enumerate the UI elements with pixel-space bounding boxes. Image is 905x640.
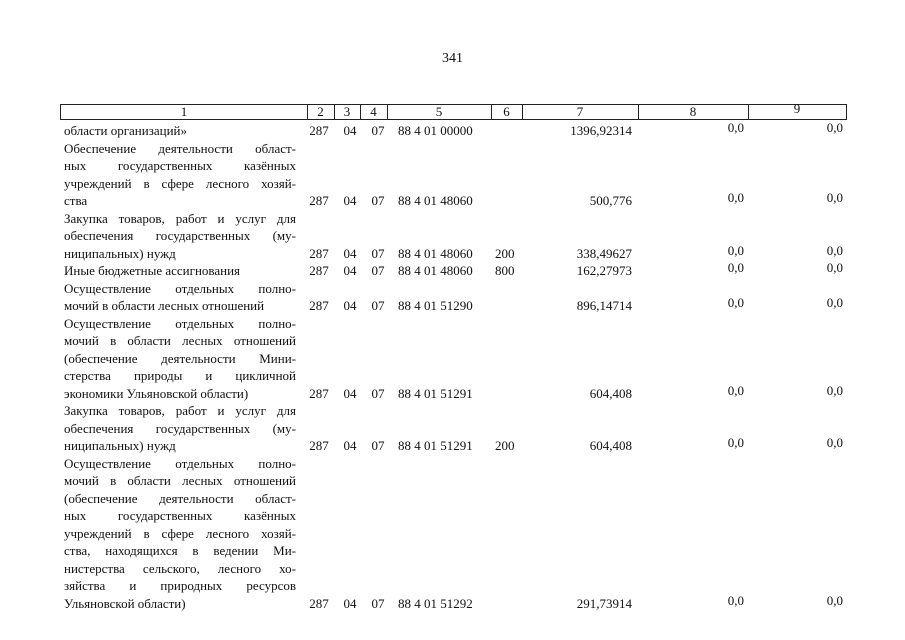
cell-col-2: 287 [309,595,329,611]
table-row [0,455,905,613]
row-name-line: Осуществление отдельных полно- [64,315,296,331]
cell-col-3: 04 [343,245,357,261]
cell-col-2: 287 [309,245,329,261]
column-header-2: 2 [317,104,324,119]
row-name [64,402,296,455]
row-name-line: ства, находящихся в ведении Ми- [64,543,296,558]
table-row [0,280,905,315]
cell-col-9: 0,0 [826,295,843,310]
cell-col-8: 0,0 [727,190,744,205]
cell-col-4: 07 [371,263,385,278]
cell-col-9: 0,0 [826,435,843,450]
row-name-line: обеспечения государственных (му- [64,228,296,243]
cell-col-3: 04 [343,193,357,208]
cell-col-5: 88 4 01 51292 [398,595,473,611]
row-name-line: Осуществление отдельных полно- [64,455,296,471]
cell-col-4: 07 [371,193,385,208]
row-name-line: Закупка товаров, работ и услуг для [64,403,296,418]
cell-col-9: 0,0 [826,260,843,275]
cell-col-7: 1396,92314 [570,123,632,138]
cell-col-7: 291,73914 [576,595,632,611]
cell-col-7: 338,49627 [576,245,632,261]
cell-col-8: 0,0 [727,120,744,135]
row-name-line: Осуществление отдельных полно- [64,280,296,296]
row-name-line: обеспечения государственных (му- [64,420,296,436]
cell-col-9: 0,0 [826,242,843,258]
cell-col-5: 88 4 01 00000 [398,123,473,138]
column-header-6: 6 [503,104,510,119]
cell-col-3: 04 [343,595,357,611]
column-header-9: 9 [793,101,801,116]
cell-col-7: 162,27973 [576,263,632,278]
cell-col-8: 0,0 [727,435,744,450]
row-name-line: ных государственных казённых [64,508,296,523]
cell-col-3: 04 [343,438,357,453]
row-name [64,140,296,210]
cell-col-4: 07 [371,123,385,138]
cell-col-5: 88 4 01 48060 [398,263,473,278]
cell-col-5: 88 4 01 51291 [398,438,473,453]
cell-col-2: 287 [309,298,329,313]
cell-col-4: 07 [371,595,385,611]
cell-col-9: 0,0 [826,190,843,205]
column-header-8: 8 [689,104,697,119]
cell-col-3: 04 [343,123,357,138]
row-name [64,122,296,140]
row-name-line: мочий в области лесных отношений [64,473,296,488]
row-name-line: зяйства и природных ресурсов [64,578,296,593]
row-name-line: Иные бюджетные ассигнования [64,263,241,278]
column-header-7: 7 [576,104,584,119]
cell-col-5: 88 4 01 51290 [398,298,473,313]
row-name [64,455,296,613]
cell-col-8: 0,0 [727,295,744,310]
cell-col-7: 604,408 [589,385,632,401]
column-header-1: 1 [180,104,188,119]
row-name-line: экономики Ульяновской области) [64,385,249,401]
table-row [0,122,905,140]
table-row [0,402,905,455]
cell-col-6: 200 [495,438,515,453]
cell-col-8: 0,0 [727,242,744,258]
cell-col-8: 0,0 [727,592,744,608]
cell-col-8: 0,0 [727,260,744,275]
row-name-line: нистерства сельского, лесного хо- [64,560,296,576]
row-name-line: (обеспечение деятельности Мини- [64,350,296,366]
cell-col-4: 07 [371,298,385,313]
cell-col-2: 287 [309,123,329,138]
cell-col-9: 0,0 [826,120,843,135]
row-name-line: ных государственных казённых [64,158,296,173]
row-name-line: учреждений в сфере лесного хозяй- [64,525,296,541]
column-header-5: 5 [435,104,443,119]
cell-col-4: 07 [371,245,385,261]
row-name-line: области организаций» [64,123,187,138]
row-name-line: мочий в области лесных отношений [64,333,296,348]
row-name [64,210,296,263]
cell-col-5: 88 4 01 48060 [398,245,473,261]
cell-col-9: 0,0 [826,592,843,608]
table-row [0,210,905,263]
row-name-line: Обеспечение деятельности област- [64,140,296,156]
cell-col-7: 604,408 [589,438,632,453]
cell-col-2: 287 [309,263,329,278]
row-name-line: Закупка товаров, работ и услуг для [64,210,296,226]
cell-col-4: 07 [371,385,385,401]
page-number: 341 [442,51,463,66]
cell-col-3: 04 [343,298,357,313]
row-name-line: стерства природы и цикличной [64,368,296,383]
cell-col-3: 04 [343,263,357,278]
row-name-line: учреждений в сфере лесного хозяй- [64,175,296,191]
table-row [0,262,905,280]
row-name-line: Ульяновской области) [64,595,186,611]
row-name [64,262,296,280]
cell-col-9: 0,0 [826,382,843,398]
column-header-4: 4 [370,104,377,119]
row-name [64,280,296,315]
row-name-line: (обеспечение деятельности област- [64,490,296,506]
row-name-line: ства [64,193,88,208]
cell-col-2: 287 [309,438,329,453]
row-name-line: ниципальных) нужд [64,245,176,261]
cell-col-2: 287 [309,193,329,208]
cell-col-7: 500,776 [589,193,632,208]
cell-col-2: 287 [309,385,329,401]
cell-col-6: 800 [495,263,515,278]
cell-col-5: 88 4 01 51291 [398,385,473,401]
cell-col-3: 04 [343,385,357,401]
cell-col-8: 0,0 [727,382,744,398]
table-row [0,315,905,403]
cell-col-5: 88 4 01 48060 [398,193,473,208]
row-name-line: ниципальных) нужд [64,438,176,453]
table-row [0,140,905,210]
cell-col-7: 896,14714 [576,298,632,313]
row-name-line: мочий в области лесных отношений [64,298,265,313]
cell-col-4: 07 [371,438,385,453]
column-header-3: 3 [343,104,351,119]
row-name [64,315,296,403]
cell-col-6: 200 [495,245,515,261]
